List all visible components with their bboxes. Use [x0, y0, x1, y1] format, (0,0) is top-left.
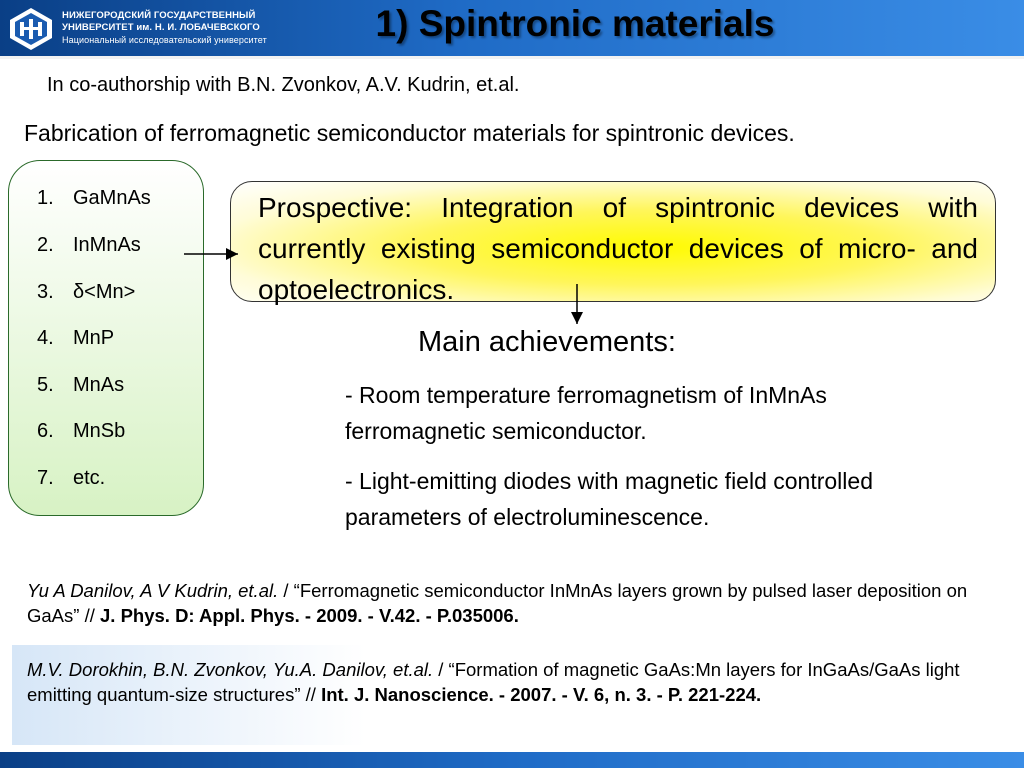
prospective-box	[230, 181, 996, 305]
reference-authors: M.V. Dorokhin, B.N. Zvonkov, Yu.A. Danilov, et.al.	[27, 659, 434, 680]
list-item-label: InMnAs	[73, 234, 141, 256]
reference-1	[27, 578, 1002, 628]
list-item	[37, 281, 135, 304]
reference-journal: J. Phys. D: Appl. Phys. - 2009. - V.42. - P.035006.	[100, 605, 519, 626]
list-item-label: MnP	[73, 327, 115, 349]
slide-title: 1) Spintronic materials	[375, 3, 775, 44]
list-item-label: MnAs	[73, 374, 125, 396]
list-item	[37, 327, 114, 350]
list-item-label: etc.	[73, 467, 106, 489]
list-item-number: 1.	[37, 187, 54, 209]
reference-title: / “Formation of magnetic GaAs:Mn layers for InGaAs/GaAs light emitting quantum-size structures” //	[27, 659, 960, 705]
list-item	[37, 420, 125, 443]
university-line3: Национальный исследовательский университет	[62, 35, 267, 45]
fabrication-line: Fabrication of ferromagnetic semiconductor materials for spintronic devices.	[24, 120, 795, 146]
list-item-label: MnSb	[73, 420, 126, 442]
list-item-number: 5.	[37, 374, 54, 396]
list-item-number: 6.	[37, 420, 54, 442]
list-item-number: 2.	[37, 234, 54, 256]
reference-2	[27, 657, 1002, 707]
achievements-heading: Main achievements:	[418, 326, 676, 358]
prospective-text: Prospective: Integration of spintronic devices with currently existing semiconductor devices of micro- and optoelectronics.	[258, 192, 978, 305]
list-item-number: 3.	[37, 281, 54, 303]
list-item-label: GaMnAs	[73, 187, 151, 209]
list-item-number: 4.	[37, 327, 54, 349]
reference-authors: Yu A Danilov, A V Kudrin, et.al.	[27, 580, 279, 601]
university-line2: УНИВЕРСИТЕТ им. Н. И. ЛОБАЧЕВСКОГО	[62, 22, 260, 33]
list-item	[37, 467, 105, 490]
list-item	[37, 234, 141, 257]
list-item	[37, 374, 124, 397]
coauthors-line: In co-authorship with B.N. Zvonkov, A.V. Kudrin, et.al.	[47, 74, 520, 96]
footer-bar	[0, 752, 1024, 768]
list-item-number: 7.	[37, 467, 54, 489]
reference-journal: Int. J. Nanoscience. - 2007. - V. 6, n. 3. - P. 221-224.	[321, 684, 762, 705]
achievement-item: - Room temperature ferromagnetism of InMnAs ferromagnetic semiconductor.	[345, 382, 827, 444]
university-line1: НИЖЕГОРОДСКИЙ ГОСУДАРСТВЕННЫЙ	[62, 10, 256, 21]
list-item	[37, 187, 151, 210]
header-divider	[0, 56, 1024, 59]
achievement-item: - Light-emitting diodes with magnetic field controlled parameters of electroluminescence.	[345, 468, 873, 530]
reference-title: / “Ferromagnetic semiconductor InMnAs layers grown by pulsed laser deposition on GaAs” //	[27, 580, 968, 626]
materials-list-box	[8, 160, 204, 516]
list-item-label: δ<Mn>	[73, 281, 136, 303]
